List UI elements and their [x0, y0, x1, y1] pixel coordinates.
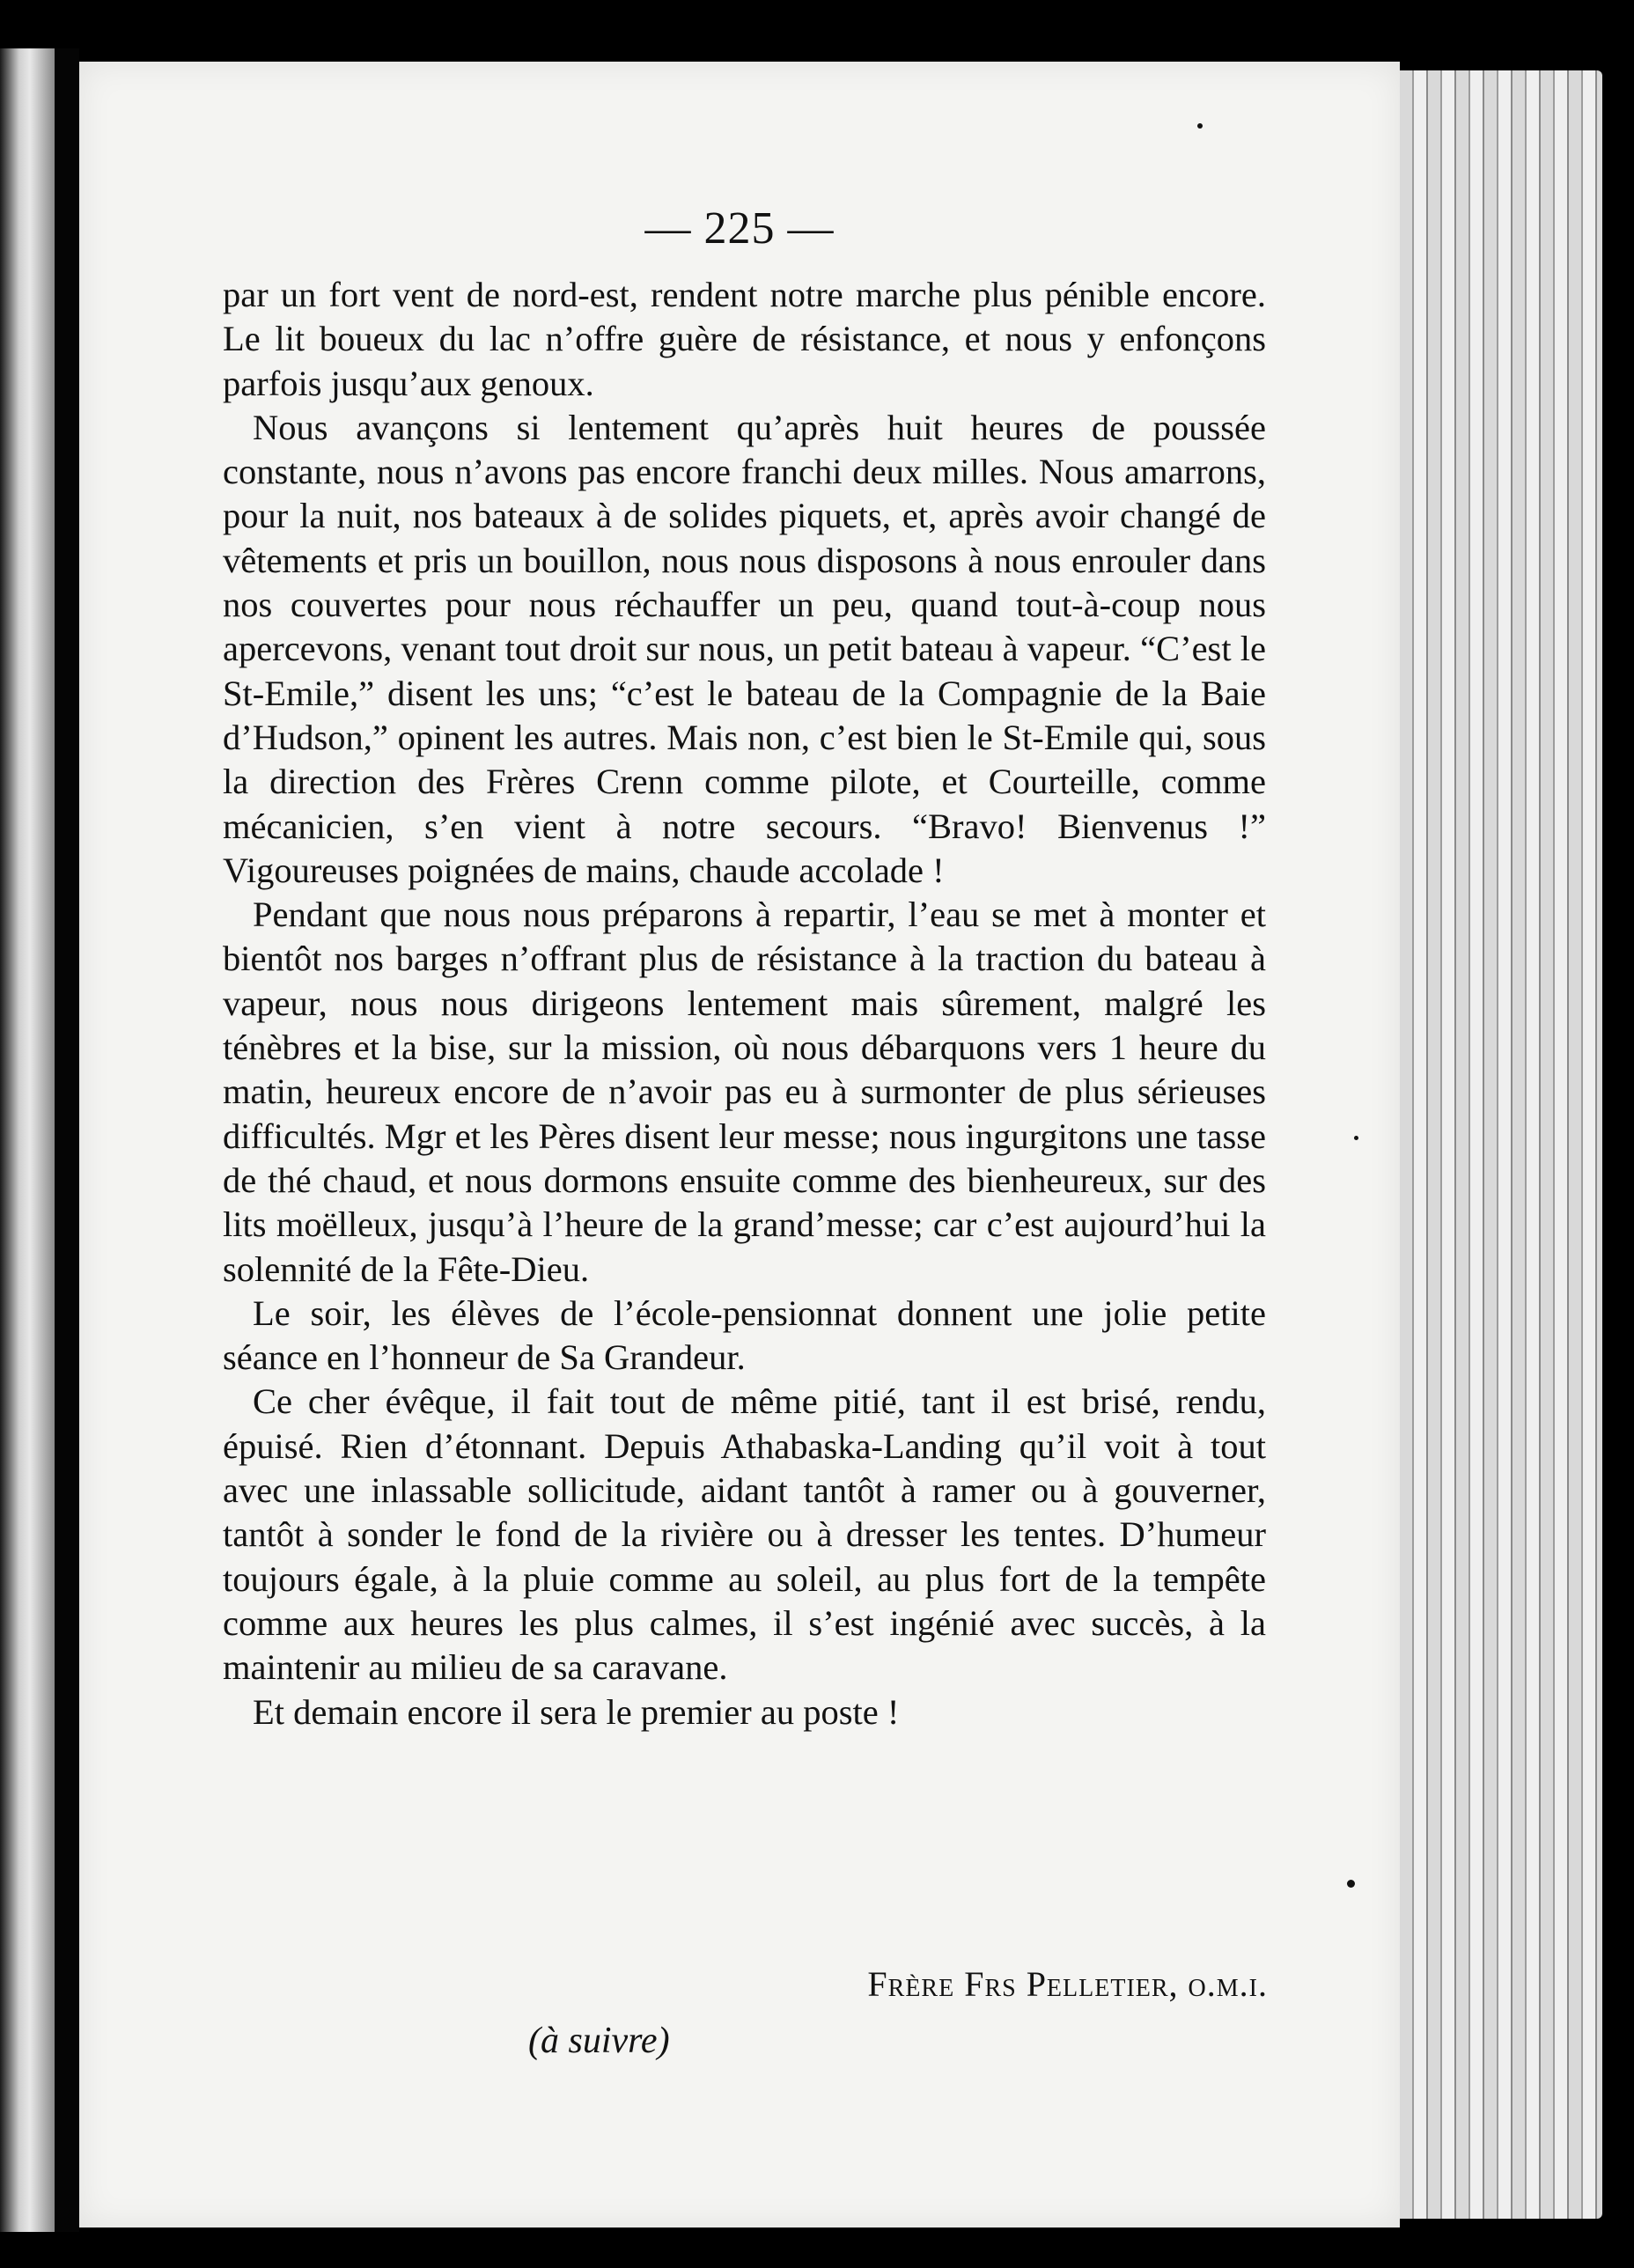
paragraph-3: Pendant que nous nous préparons à repartir, l’eau se met à monter et bientôt nos barges n’offrant plus de résistance à la traction du bateau à vapeur, nous nous dirigeons lentement mais sûrement, malgré les ténèbres et la bise, sur la mission, où nous débarquons vers 1 heure du matin, heureux encore de n’avoir pas eu à surmonter de plus sérieuses difficultés. Mgr et les Pères disent leur messe; nous ingurgitons une tasse de thé chaud, et nous dormons ensuite comme des bienheureux, sur des lits moëlleux, jusqu’à l’heure de la grand’messe; car c’est aujourd’hui la solennité de la Fête-Dieu. [223, 895, 1266, 1289]
continuation-note: (à suivre) [528, 2021, 670, 2061]
paragraph-5: Ce cher évêque, il fait tout de même pitié, tant il est brisé, rendu, épuisé. Rien d’étonnant. Depuis Athabaska-Landing qu’il voit à tout avec une inlassable sollicitude, aidant tantôt à ramer ou à gouverner, tantôt à sonder le fond de la rivière ou à dresser les tentes. D’humeur toujours égale, à la pluie comme au soleil, au plus fort de la tempête comme aux heures les plus calmes, il s’est ingénié avec succès, à la maintenir au milieu de sa caravane. [223, 1381, 1266, 1688]
book-page [79, 62, 1400, 2228]
paragraph-4: Le soir, les élèves de l’école-pensionnat donnent une jolie petite séance en l’honneur de Sa Grandeur. [223, 1292, 1266, 1378]
ink-speck [1197, 123, 1203, 129]
body-text [223, 273, 1266, 1734]
ink-speck [1347, 1880, 1355, 1888]
book-gutter [55, 48, 79, 2232]
left-page-edge [0, 48, 55, 2232]
author-signature: Frère Frs Pelletier, o.m.i. [867, 1964, 1268, 2004]
stacked-page-edges [1400, 70, 1602, 2219]
paragraph-2: Nous avançons si lentement qu’après huit heures de poussée constante, nous n’avons pas encore franchi deux milles. Nous amarrons, pour la nuit, nos bateaux à de solides piquets, et, après avoir changé de vêtements et pris un bouillon, nous nous disposons à nous enrouler dans nos couvertes pour nous réchauffer un peu, quand tout-à-coup nous apercevons, venant tout droit sur nous, un petit bateau à vapeur. “C’est le St-Emile,” disent les uns; “c’est le bateau de la Compagnie de la Baie d’Hudson,” opinent les autres. Mais non, c’est bien le St-Emile qui, sous la direction des Frères Crenn comme pilote, et Courteille, comme mécanicien, s’en vient à notre secours. “Bravo! Bienvenus !” Vigoureuses poignées de mains, chaude accolade ! [223, 407, 1266, 890]
paragraph-1: par un fort vent de nord-est, rendent notre marche plus pénible encore. Le lit boueux du lac n’offre guère de résistance, et nous y enfonçons parfois jusqu’aux genoux. [223, 275, 1266, 403]
paragraph-6: Et demain encore il sera le premier au poste ! [253, 1691, 900, 1732]
page-number: — 225 — [644, 203, 835, 254]
ink-speck [1354, 1136, 1358, 1140]
